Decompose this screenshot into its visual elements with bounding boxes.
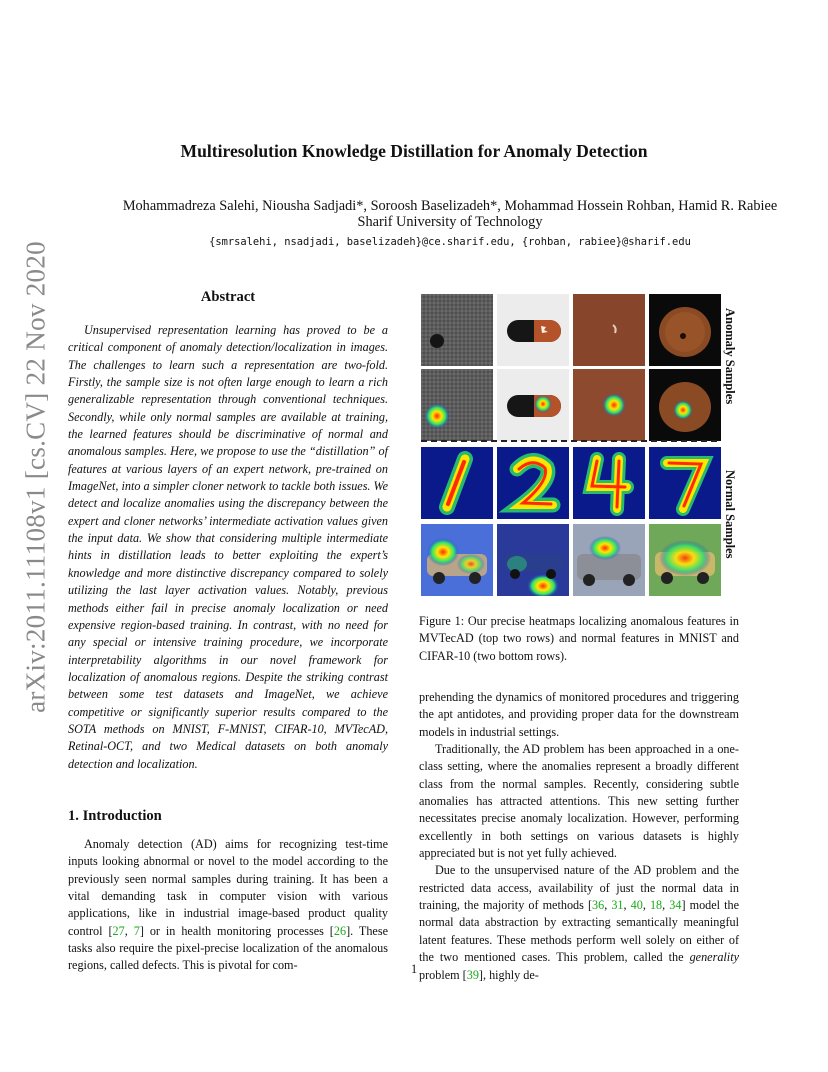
section-heading-introduction: 1. Introduction bbox=[68, 808, 162, 824]
intro-text-c: ]. These tasks also require the pixel-precise localization of the anomalous regions, called defects. This is pivotal for com- bbox=[68, 923, 388, 973]
anomaly-capsule-heatmap bbox=[497, 369, 569, 441]
anomaly-leather-heatmap bbox=[573, 369, 645, 441]
paper-title: Multiresolution Knowledge Distillation for Anomaly Detection bbox=[180, 141, 648, 161]
p3-text-d: ], highly de- bbox=[478, 967, 539, 982]
mnist-digit-7-heatmap bbox=[649, 447, 721, 519]
intro-text-b: ] or in health monitoring processes [ bbox=[139, 923, 334, 938]
mnist-digit-1-heatmap bbox=[421, 447, 493, 519]
p3-text-c: problem [ bbox=[419, 967, 467, 982]
anomaly-hazelnut-image bbox=[649, 294, 721, 366]
anomaly-samples-label: Anomaly Samples bbox=[723, 308, 737, 405]
arxiv-identifier: arXiv:2011.11108v1 [cs.CV] 22 Nov 2020 bbox=[20, 241, 51, 713]
section-divider bbox=[421, 440, 717, 442]
anomaly-capsule-image bbox=[497, 294, 569, 366]
body-paragraph-1: prehending the dynamics of monitored procedures and triggering the apt antidotes, and providing proper data for the downstream models in industrial settings. bbox=[419, 690, 739, 739]
citation-link-39[interactable]: 39 bbox=[466, 967, 479, 982]
generality-term: generality bbox=[689, 950, 739, 965]
citation-link-27[interactable]: 27 bbox=[112, 923, 125, 938]
cifar-car-heatmap-4 bbox=[649, 524, 721, 596]
abstract-text bbox=[68, 322, 388, 773]
p3-text-a: Due to the unsupervised nature of the AD problem and the restricted data access, availability of just the normal data in training, the majority of methods [ bbox=[419, 863, 739, 913]
body-paragraph-2: Traditionally, the AD problem has been approached in a one-class setting, where the anomalies represent a broadly different class from the normal samples. Recently, considering subtle anomalies has attracted attentions. This new setting further necessitates precise anomaly localization. However, performing excellently in both settings on various datasets is highly appreciated but is not yet fully achieved. bbox=[419, 742, 739, 861]
figure-1 bbox=[421, 294, 741, 582]
citation-separator: , bbox=[604, 898, 612, 913]
cifar-car-heatmap-1 bbox=[421, 524, 493, 596]
intro-paragraph bbox=[68, 836, 388, 975]
citation-link-34[interactable]: 34 bbox=[669, 898, 682, 913]
author-emails: {smrsalehi, nsadjadi, baselizadeh}@ce.sharif.edu, {rohban, rabiee}@sharif.edu bbox=[209, 236, 691, 248]
citation-separator: , bbox=[662, 898, 670, 913]
citation-separator: , bbox=[623, 898, 631, 913]
citation-link-7[interactable]: 7 bbox=[133, 923, 140, 938]
figure-1-caption: Figure 1: Our precise heatmaps localizing anomalous features in MVTecAD (top two rows) and normal features in MNIST and CIFAR-10 (two bottom rows). bbox=[419, 614, 739, 663]
intro-text-a: Anomaly detection (AD) aims for recognizing test-time inputs looking abnormal or novel to the model according to the previously seen normal samples during training. It has been a vital demanding task in computer vision with various applications, like in industrial image-based product quality control [ bbox=[68, 837, 388, 938]
cifar-car-heatmap-3 bbox=[573, 524, 645, 596]
anomaly-hazelnut-heatmap bbox=[649, 369, 721, 441]
abstract-heading: Abstract bbox=[200, 289, 256, 305]
right-column-text bbox=[419, 689, 739, 984]
citation-link-18[interactable]: 18 bbox=[649, 898, 663, 913]
anomaly-carpet-heatmap bbox=[421, 369, 493, 441]
citation-link-26[interactable]: 26 bbox=[333, 923, 347, 938]
author-list: Mohammadreza Salehi, Niousha Sadjadi*, Soroosh Baselizadeh*, Mohammad Hossein Rohban, Hamid R. Rabiee bbox=[122, 198, 778, 214]
cifar-car-heatmap-2 bbox=[497, 524, 569, 596]
abstract-paragraph: Unsupervised representation learning has proved to be a critical component of anomaly detection/localization in images. The challenges to learn such a representation are two-fold. Firstly, the sample size is not often large enough to learn a rich generalizable representation through conventional techniques. Secondly, while only normal samples are available at training, the learned features should be discriminative of normal and anomalous samples. Here, we propose to use the “distillation” of features at various layers of an expert network, pre-trained on ImageNet, into a simpler cloner network to tackle both issues. We detect and localize anomalies using the discrepancy between the expert and cloner networks’ intermediate activation values given the input data. We show that considering multiple intermediate hints in distillation leads to better exploiting the expert’s knowledge and more distinctive discrepancy compared to solely utilizing the last layer activation values. Notably, previous methods either fail in precise anomaly localization or need expensive region-based training. In contrast, with no need for any special or intensive training procedure, we incorporate interpretability algorithms in our novel framework for localization of anomalous regions. Despite the striking contrast between some test datasets and ImageNet, we achieve competitive or significantly superior results compared to the SOTA methods on MNIST, F-MNIST, CIFAR-10, MVTecAD, Retinal-OCT, and two Medical datasets on both anomaly detection and localization. bbox=[68, 323, 388, 771]
mnist-digit-2-heatmap bbox=[497, 447, 569, 519]
page-number: 1 bbox=[410, 962, 418, 976]
anomaly-carpet-image bbox=[421, 294, 493, 366]
citation-separator: , bbox=[642, 898, 650, 913]
affiliation: Sharif University of Technology bbox=[357, 214, 543, 230]
citation-link-36[interactable]: 36 bbox=[592, 898, 605, 913]
citation-link-40[interactable]: 40 bbox=[630, 898, 643, 913]
citation-link-31[interactable]: 31 bbox=[611, 898, 624, 913]
mnist-digit-4-heatmap bbox=[573, 447, 645, 519]
introduction-text bbox=[68, 836, 388, 975]
anomaly-leather-image bbox=[573, 294, 645, 366]
citation-separator: , bbox=[124, 923, 134, 938]
normal-samples-label: Normal Samples bbox=[723, 470, 737, 559]
p3-text-b: ] model the normal data abstraction by extracting semantically meaningful latent features. These methods perform well solely on either of the two mentioned cases. This problem, called the bbox=[419, 898, 740, 965]
